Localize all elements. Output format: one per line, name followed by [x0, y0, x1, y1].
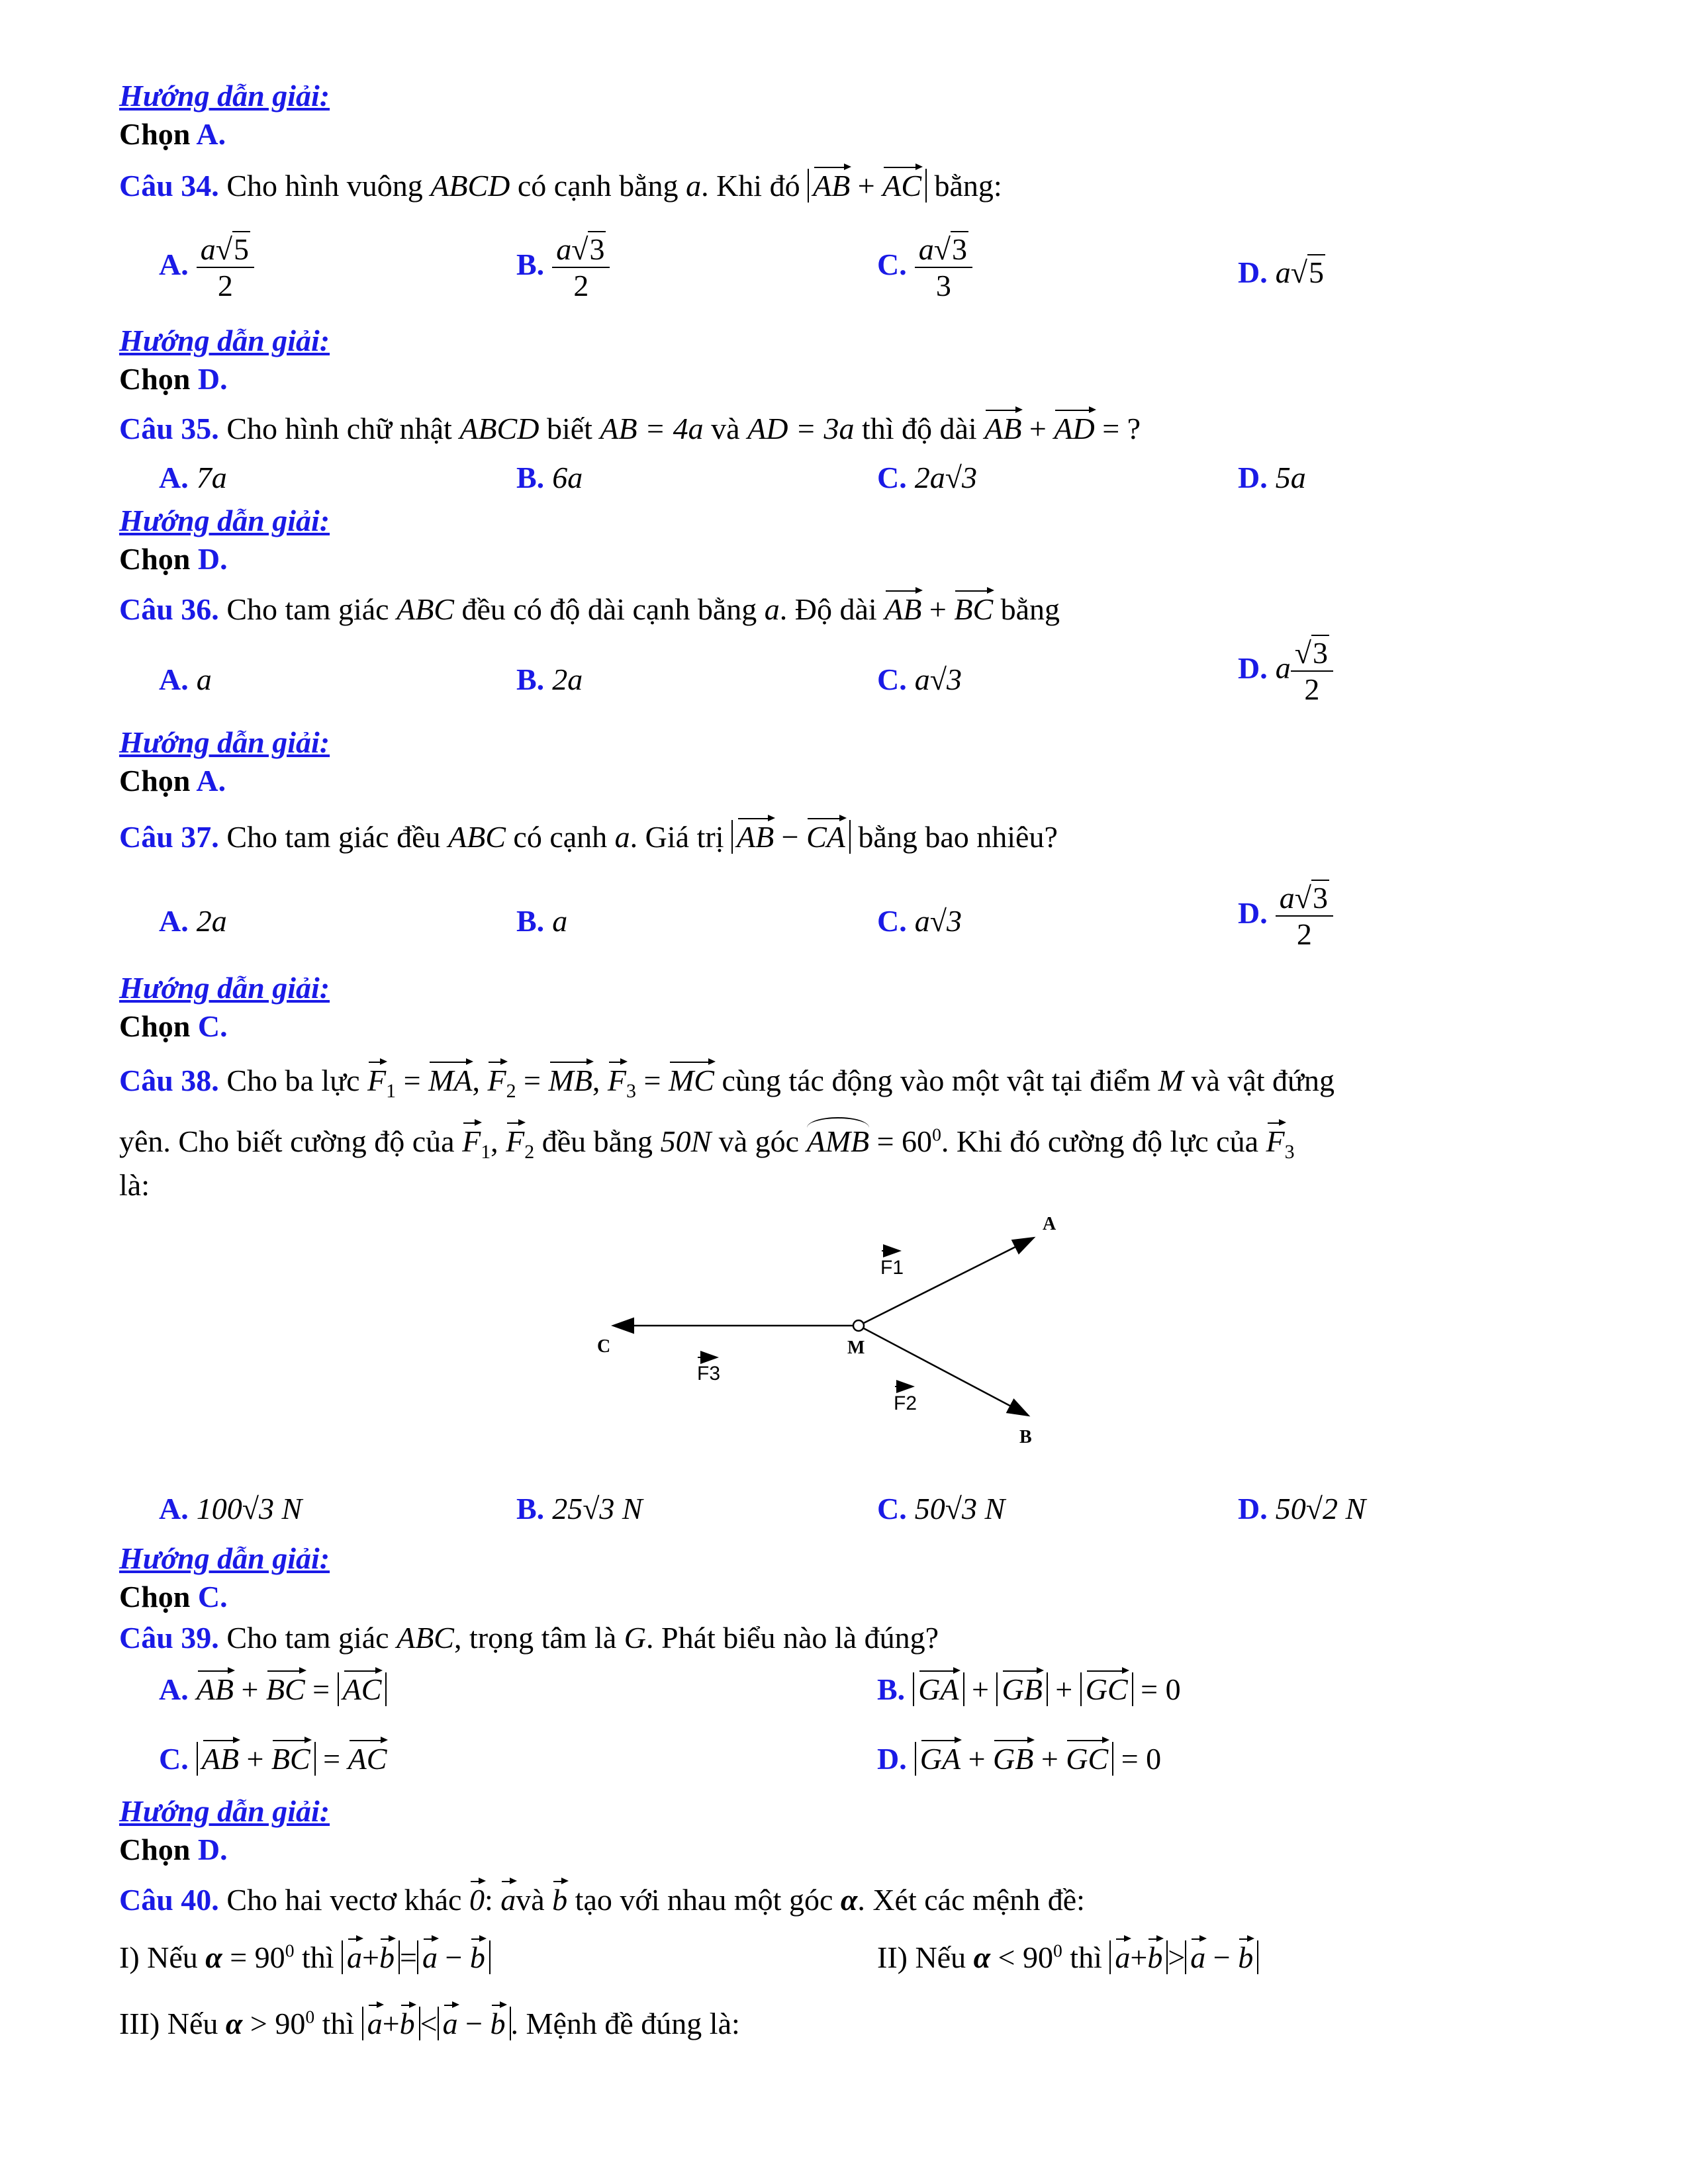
- option-c: C. a√3: [877, 904, 962, 938]
- guide-heading: Hướng dẫn giải:: [119, 971, 330, 1005]
- guide-heading: Hướng dẫn giải:: [119, 725, 330, 759]
- option-d: D. a√5: [1238, 255, 1324, 289]
- question-37: Câu 37. Cho tam giác đều ABC có cạnh a. Giá trị AB − CA bằng bao nhiêu?: [119, 815, 1058, 854]
- guide-heading: Hướng dẫn giải:: [119, 324, 330, 357]
- label-c: C: [597, 1336, 611, 1357]
- option-a: A. $\frac{a√5}{2}$: [159, 232, 254, 303]
- option-d: D. a $\frac{√3}{2}$: [1238, 635, 1333, 707]
- statement-3: III) Nếu $\alpha > 90^0$ thì a+b < a − b . Mệnh đề đúng là:: [119, 2002, 740, 2041]
- option-b: B. GA + GB + GC = 0: [877, 1668, 1181, 1707]
- label-f1: F1: [880, 1257, 904, 1279]
- statement-2: II) Nếu $\alpha < 90^0$ thì a+b > a − b: [877, 1936, 1258, 1975]
- option-a: A. 7a: [159, 461, 227, 494]
- question-38-line-2: yên. Cho biết cường độ của $F_1$, $F_2$ đều bằng 50N và góc AMB = $60^0$. Khi đó cường độ lực của $F_3$: [119, 1118, 1295, 1163]
- option-c: C. a√3: [877, 662, 962, 696]
- option-c: C. AB + BC = AC: [159, 1737, 387, 1776]
- question-34: Câu 34. Cho hình vuông ABCD có cạnh bằng a. Khi đó AB + AC bằng:: [119, 164, 1002, 203]
- answer-line: Chọn A.: [119, 764, 226, 797]
- answer-line: Chọn D.: [119, 362, 228, 396]
- answer-line: Chọn D.: [119, 1833, 228, 1866]
- question-35: Câu 35. Cho hình chữ nhật ABCD biết AB = 4a và AD = 3a thì độ dài AB + AD = ?: [119, 407, 1141, 446]
- guide-heading: Hướng dẫn giải:: [119, 504, 330, 537]
- option-d: D. 5a: [1238, 461, 1306, 494]
- option-d: D. $\frac{a√3}{2}$: [1238, 880, 1333, 952]
- answer-line: Chọn C.: [119, 1580, 228, 1614]
- label-m: M: [847, 1338, 865, 1358]
- question-40: Câu 40. Cho hai vectơ khác 0: avà b tạo với nhau một góc α. Xét các mệnh đề:: [119, 1878, 1085, 1917]
- guide-heading: Hướng dẫn giải:: [119, 1794, 330, 1828]
- question-38: Câu 38. Cho ba lực $F_1$ = MA, $F_2$ = MB, $F_3$ = MC cùng tác động vào một vật tại điểm M và vật đứng: [119, 1059, 1335, 1103]
- option-c: C. 2a√3: [877, 461, 977, 494]
- option-a: A. AB + BC = AC: [159, 1668, 387, 1707]
- label-f2: F2: [894, 1392, 917, 1414]
- answer-line: Chọn D.: [119, 542, 228, 576]
- option-b: B. 25√3 N: [516, 1492, 643, 1525]
- vector-f2-line: [859, 1326, 1027, 1415]
- guide-heading: Hướng dẫn giải:: [119, 1541, 330, 1575]
- label-b: B: [1019, 1427, 1032, 1447]
- guide-heading: Hướng dẫn giải:: [119, 79, 330, 113]
- label-f3: F3: [697, 1363, 721, 1385]
- option-a: A. 2a: [159, 904, 227, 938]
- label-a: A: [1043, 1214, 1056, 1234]
- statement-1: I) Nếu $\alpha = 90^0$ thì a+b = a − b: [119, 1936, 491, 1975]
- option-b: B. 2a: [516, 662, 583, 696]
- answer-line: Chọn C.: [119, 1009, 228, 1043]
- option-d: D. 50√2 N: [1238, 1492, 1366, 1525]
- option-a: A. a: [159, 662, 212, 696]
- option-c: C. $\frac{a√3}{3}$: [877, 232, 972, 303]
- question-38-line-3: là:: [119, 1168, 150, 1202]
- force-diagram: [569, 1191, 1099, 1456]
- option-a: A. 100√3 N: [159, 1492, 303, 1525]
- option-b: B. 6a: [516, 461, 583, 494]
- point-m: [853, 1320, 864, 1331]
- option-c: C. 50√3 N: [877, 1492, 1006, 1525]
- option-b: B. a: [516, 904, 568, 938]
- option-b: B. $\frac{a√3}{2}$: [516, 232, 610, 303]
- question-39: Câu 39. Cho tam giác ABC, trọng tâm là G. Phát biểu nào là đúng?: [119, 1621, 939, 1655]
- answer-line: Chọn A.: [119, 117, 226, 151]
- option-d: D. GA + GB + GC = 0: [877, 1737, 1161, 1776]
- question-36: Câu 36. Cho tam giác ABC đều có độ dài cạnh bằng a. Độ dài AB + BC bằng: [119, 588, 1060, 627]
